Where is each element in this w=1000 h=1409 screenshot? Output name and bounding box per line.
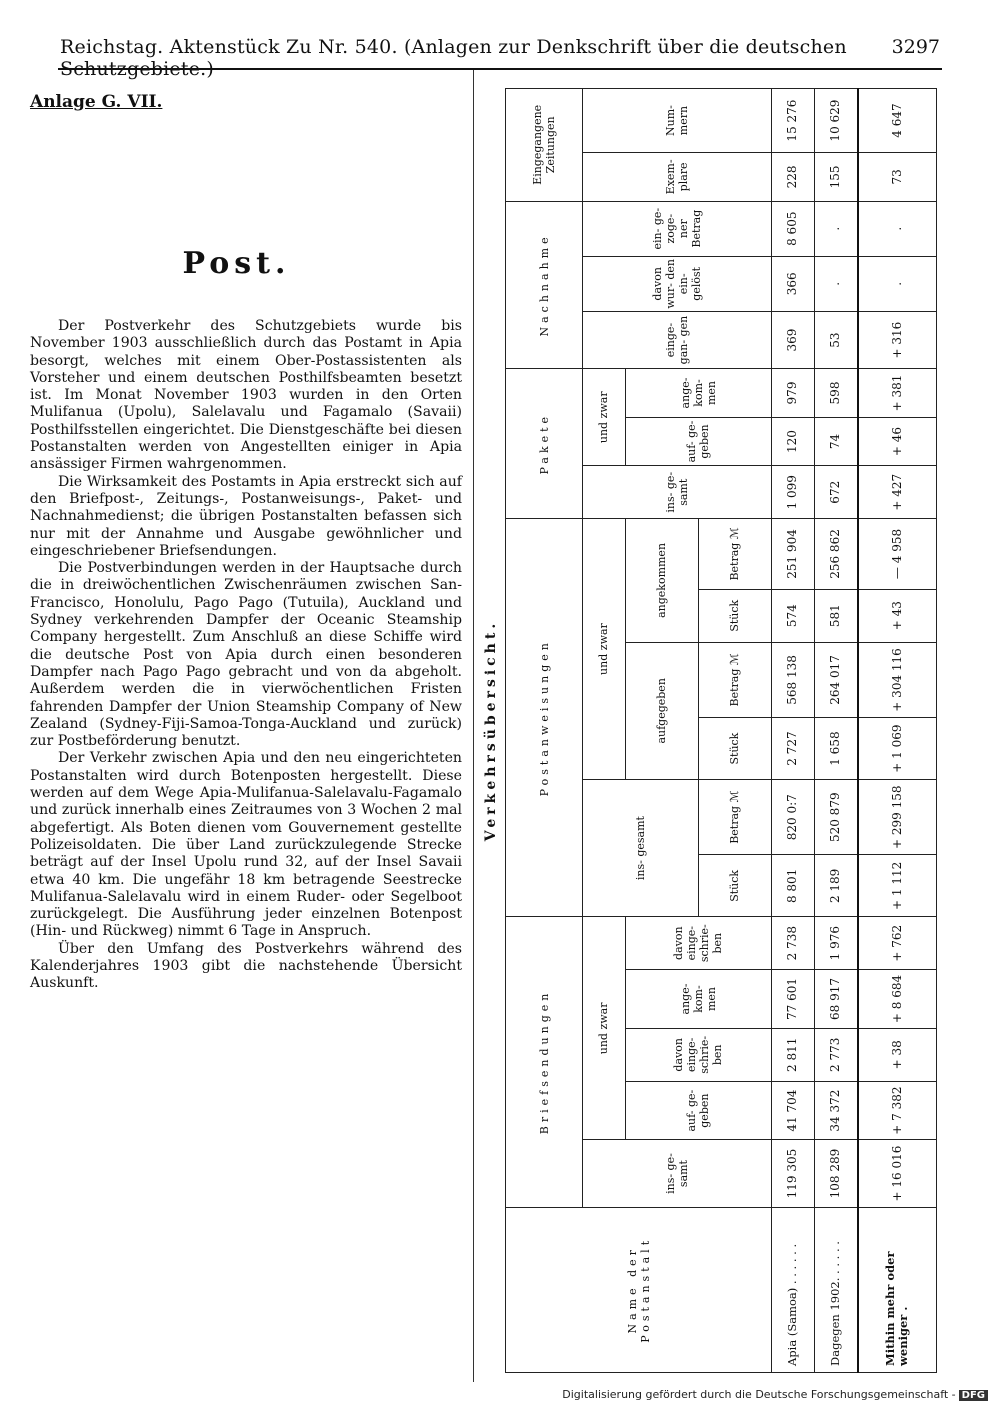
cell: — 4 958 [858,519,937,590]
col-pk-angekommen: ange- kom- men [625,369,771,418]
cell: 2 773 [814,1028,858,1081]
cell: 4 647 [858,89,937,153]
col-zt-exemplare: Exem- plare [583,153,772,202]
col-nachnahme: Nachnahme [506,201,583,369]
cell: + 8 684 [858,970,937,1029]
row-name: Mithin mehr oder weniger . [858,1207,937,1372]
col-pa-angekommen: angekommen [625,519,698,642]
mark-unit: ℳ [728,653,742,666]
dfg-logo: DFG [959,1390,988,1401]
table-row [858,89,937,1373]
cell: 820 0:7 [772,779,815,855]
paragraph: Die Wirksamkeit des Postamts in Apia erstreckt sich auf den Briefpost-, Zeitungs-, Postanweisungs-, Paket- und Nachnahmedienst; die übrigen Postanstalten befassen sich nur mit der Annahme und Ausgabe gewöhnlicher und eingeschriebener Briefsendungen. [30,473,462,559]
col-pa-aufgegeben: aufgegeben [625,642,698,779]
cell: 574 [772,589,815,642]
col-bs-undzwar: und zwar [583,917,626,1140]
col-bs-ank-eingeschr: davon einge- schrie- ben [625,917,771,970]
cell: 15 276 [772,89,815,153]
cell: 598 [814,369,858,418]
cell: 68 917 [814,970,858,1029]
cell: 8 605 [772,201,815,256]
col-betrag [698,779,771,855]
col-pakete: Pakete [506,369,583,519]
cell: 73 [858,153,937,202]
cell: + 304 116 [858,642,937,718]
anlage-label: Anlage G. VII. [30,92,163,112]
cell: 10 629 [814,89,858,153]
col-zeitungen: Eingegangene Zeitungen [506,89,583,202]
running-header [60,36,940,80]
cell: 8 801 [772,855,815,917]
cell: 1 099 [772,466,815,519]
cell: . [858,201,937,256]
col-stueck: Stück [698,855,771,917]
cell: + 762 [858,917,937,970]
cell: 979 [772,369,815,418]
cell: 369 [772,311,815,368]
col-nn-eingeloest: davon wur- den ein- gelöst [583,256,772,311]
traffic-table-region [483,88,939,1373]
col-postanweisungen: Postanweisungen [506,519,583,917]
paragraph: Der Postverkehr des Schutzgebiets wurde bis November 1903 ausschließlich durch das Postamt in Apia besorgt, welches mit einem Ober-Postassistenten als Vorsteher und einem deutschen Posthilfsbeamten besetzt ist. Im Monat November 1903 wurden in den Orten Mulifanua (Upolu), Salelavalu und Fagamalo (Savaii) Posthilfsstellen eingerichtet. Die Dienstgeschäfte bei diesen Postanstalten werden von Angestellten einiger in Apia ansässiger Firmen wahrgenommen. [30,318,462,473]
betrag-label: Betrag [728,805,742,844]
header-title: Reichstag. Aktenstück Zu Nr. 540. (Anlagen zur Denkschrift über die deutschen Schutzgebiete.) [60,36,847,80]
cell: 366 [772,256,815,311]
cell: 53 [814,311,858,368]
col-bs-insgesamt: ins- ge- samt [583,1140,772,1207]
header-rule [58,68,942,70]
cell: 672 [814,466,858,519]
cell: 74 [814,417,858,466]
cell: + 427 [858,466,937,519]
cell: + 1 112 [858,855,937,917]
cell: 2 189 [814,855,858,917]
cell: 520 879 [814,779,858,855]
traffic-table [505,88,937,1373]
cell: 2 727 [772,718,815,780]
cell: + 16 016 [858,1140,937,1207]
col-zt-nummern: Num- mern [583,89,772,153]
row-name: Apia (Samoa) . . . . . . [772,1207,815,1372]
col-briefsendungen: Briefsendungen [506,917,583,1207]
paragraph: Die Postverbindungen werden in der Hauptsache durch die in dreiwöchentlichen Zwischenräumen zwischen San-Francisco, Honolulu, Pago Pago (Tutuila), Auckland und Sydney verkehrenden Dampfer der Oceanic Steamship Company hergestellt. Zum Anschluß an diese Schiffe wird die deutsche Post von Apia durch einen besonderen Dampfer nach Pago Pago gebracht und von da abgeholt. Außerdem werden die in vierwöchentlichen Fristen fahrenden Dampfer der Union Steamship Company of New Zealand (Sydney-Fiji-Samoa-Tonga-Auckland und zurück) zur Postbeförderung benutzt. [30,560,462,750]
table-caption: Verkehrsübersicht. [483,619,499,842]
cell: 256 862 [814,519,858,590]
page-number: 3297 [891,36,940,58]
col-betrag [698,642,771,718]
cell: + 7 382 [858,1081,937,1140]
cell: 155 [814,153,858,202]
section-title: Post. [182,246,291,281]
cell: 581 [814,589,858,642]
col-bs-auf-eingeschr: davon einge- schrie- ben [625,1028,771,1081]
table-row [772,89,815,1373]
body-text [30,318,462,993]
col-pa-undzwar: und zwar [583,519,626,780]
cell: + 1 069 [858,718,937,780]
cell: + 38 [858,1028,937,1081]
row-name: Dagegen 1902. . . . . . [814,1207,858,1372]
cell: + 43 [858,589,937,642]
cell: 77 601 [772,970,815,1029]
cell: 228 [772,153,815,202]
mark-unit: ℳ [728,790,742,803]
col-pk-insgesamt: ins- ge- samt [583,466,772,519]
cell: . [814,201,858,256]
betrag-label: Betrag [728,668,742,707]
col-bs-aufgegeben: auf- ge- geben [625,1081,771,1140]
cell: 2 738 [772,917,815,970]
cell: 264 017 [814,642,858,718]
cell: 34 372 [814,1081,858,1140]
footer [562,1388,988,1401]
cell: . [814,256,858,311]
paragraph: Der Verkehr zwischen Apia und den neu eingerichteten Postanstalten wird durch Botenposten hergestellt. Diese werden auf dem Wege Apia-Mulifanua-Salelavalu-Fagamalo und zurück innerhalb eines Zeitraumes von 3 Wochen 2 mal abgefertigt. Als Boten dienen vom Gouvernement gestellte Polizeisoldaten. Die über Land zurückzulegende Strecke beträgt auf der Insel Upolu rund 32, auf der Insel Savaii etwa 40 km. Die ungefähr 18 km betragende Seestrecke Mulifanua-Salelavalu wird in einem Ruder- oder Segelboot zurückgelegt. Die Ausführung jeder einzelnen Botenpost (Hin- und Rückweg) nimmt 6 Tage in Anspruch. [30,750,462,940]
cell: . [858,256,937,311]
col-stueck: Stück [698,589,771,642]
col-nn-eingegangen: einge- gan- gen [583,311,772,368]
mark-unit: ℳ [728,527,742,540]
paragraph: Über den Umfang des Postverkehrs während des Kalenderjahres 1903 gibt die nachstehende Übersicht Auskunft. [30,940,462,992]
cell: 1 658 [814,718,858,780]
cell: + 299 158 [858,779,937,855]
footer-text: Digitalisierung gefördert durch die Deutsche Forschungsgemeinschaft - [562,1388,956,1401]
cell: 568 138 [772,642,815,718]
betrag-label: Betrag [728,542,742,581]
rotated-table [483,88,939,1373]
cell: 251 904 [772,519,815,590]
col-name: Name der Postanstalt [506,1207,772,1372]
cell: 41 704 [772,1081,815,1140]
cell: 119 305 [772,1140,815,1207]
cell: + 316 [858,311,937,368]
col-pk-aufgegeben: auf- ge- geben [625,417,771,466]
column-divider [473,70,474,1382]
col-betrag [698,519,771,590]
cell: 108 289 [814,1140,858,1207]
cell: 120 [772,417,815,466]
col-pk-undzwar: und zwar [583,369,626,466]
table-row [814,89,858,1373]
cell: + 381 [858,369,937,418]
cell: 2 811 [772,1028,815,1081]
cell: + 46 [858,417,937,466]
cell: 1 976 [814,917,858,970]
col-pa-insgesamt: ins- gesamt [583,779,699,916]
col-stueck: Stück [698,718,771,780]
col-bs-angekommen: ange- kom- men [625,970,771,1029]
col-nn-betrag: ein- ge- zoge- ner Betrag [583,201,772,256]
